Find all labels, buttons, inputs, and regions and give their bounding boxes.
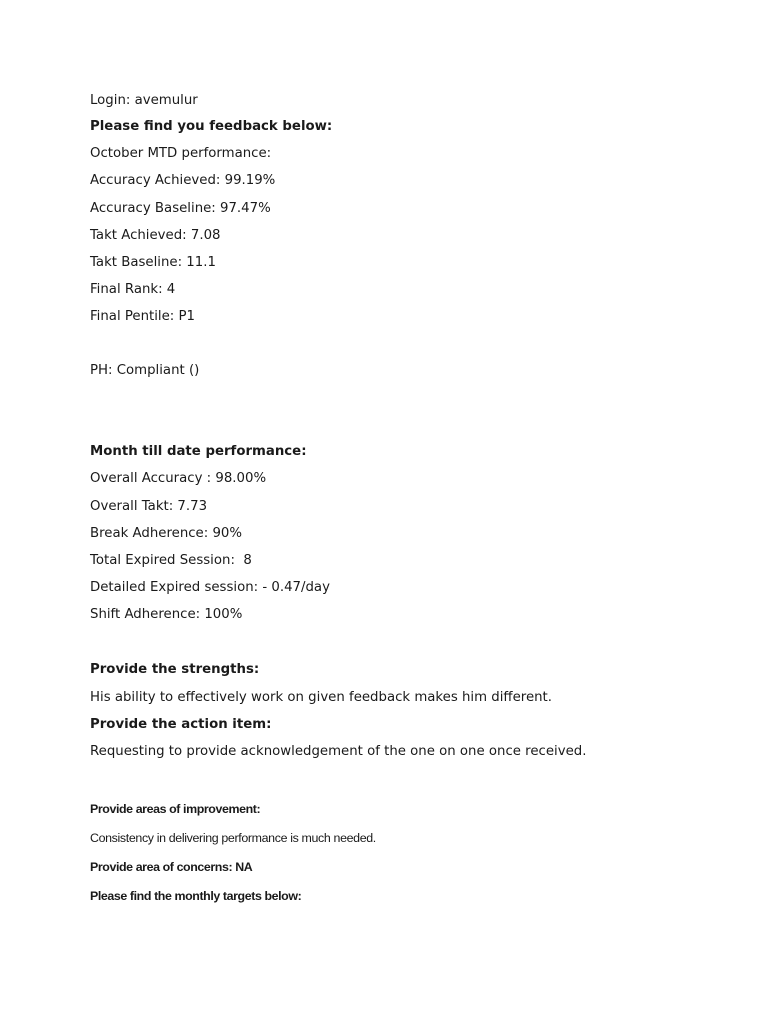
break-adherence: Break Adherence: 90% <box>90 526 242 541</box>
october-mtd-title: October MTD performance: <box>90 146 272 161</box>
action-item-text: Requesting to provide acknowledgement of the one on one once received. <box>90 744 587 759</box>
mtd-heading: Month till date performance: <box>90 444 307 459</box>
accuracy-baseline: Accuracy Baseline: 97.47% <box>90 201 271 216</box>
strengths-heading: Provide the strengths: <box>90 662 260 677</box>
detailed-expired-session: Detailed Expired session: - 0.47/day <box>90 580 330 595</box>
overall-accuracy: Overall Accuracy : 98.00% <box>90 471 267 486</box>
action-item-heading: Provide the action item: <box>90 717 272 732</box>
shift-adherence: Shift Adherence: 100% <box>90 607 243 622</box>
total-expired-session: Total Expired Session: 8 <box>90 553 252 568</box>
takt-baseline: Takt Baseline: 11.1 <box>90 255 216 270</box>
takt-achieved: Takt Achieved: 7.08 <box>90 228 221 243</box>
overall-takt: Overall Takt: 7.73 <box>90 499 208 514</box>
concerns-line: Provide area of concerns: NA <box>90 860 253 874</box>
monthly-targets-heading: Please find the monthly targets below: <box>90 889 302 903</box>
final-pentile: Final Pentile: P1 <box>90 309 195 324</box>
improvement-heading: Provide areas of improvement: <box>90 802 261 816</box>
improvement-text: Consistency in delivering performance is much needed. <box>90 831 376 845</box>
feedback-heading: Please find you feedback below: <box>90 119 333 134</box>
strengths-text: His ability to effectively work on given feedback makes him different. <box>90 690 552 705</box>
ph-status: PH: Compliant () <box>90 363 200 378</box>
final-rank: Final Rank: 4 <box>90 282 176 297</box>
accuracy-achieved: Accuracy Achieved: 99.19% <box>90 173 276 188</box>
login-line: Login: avemulur <box>90 93 198 108</box>
